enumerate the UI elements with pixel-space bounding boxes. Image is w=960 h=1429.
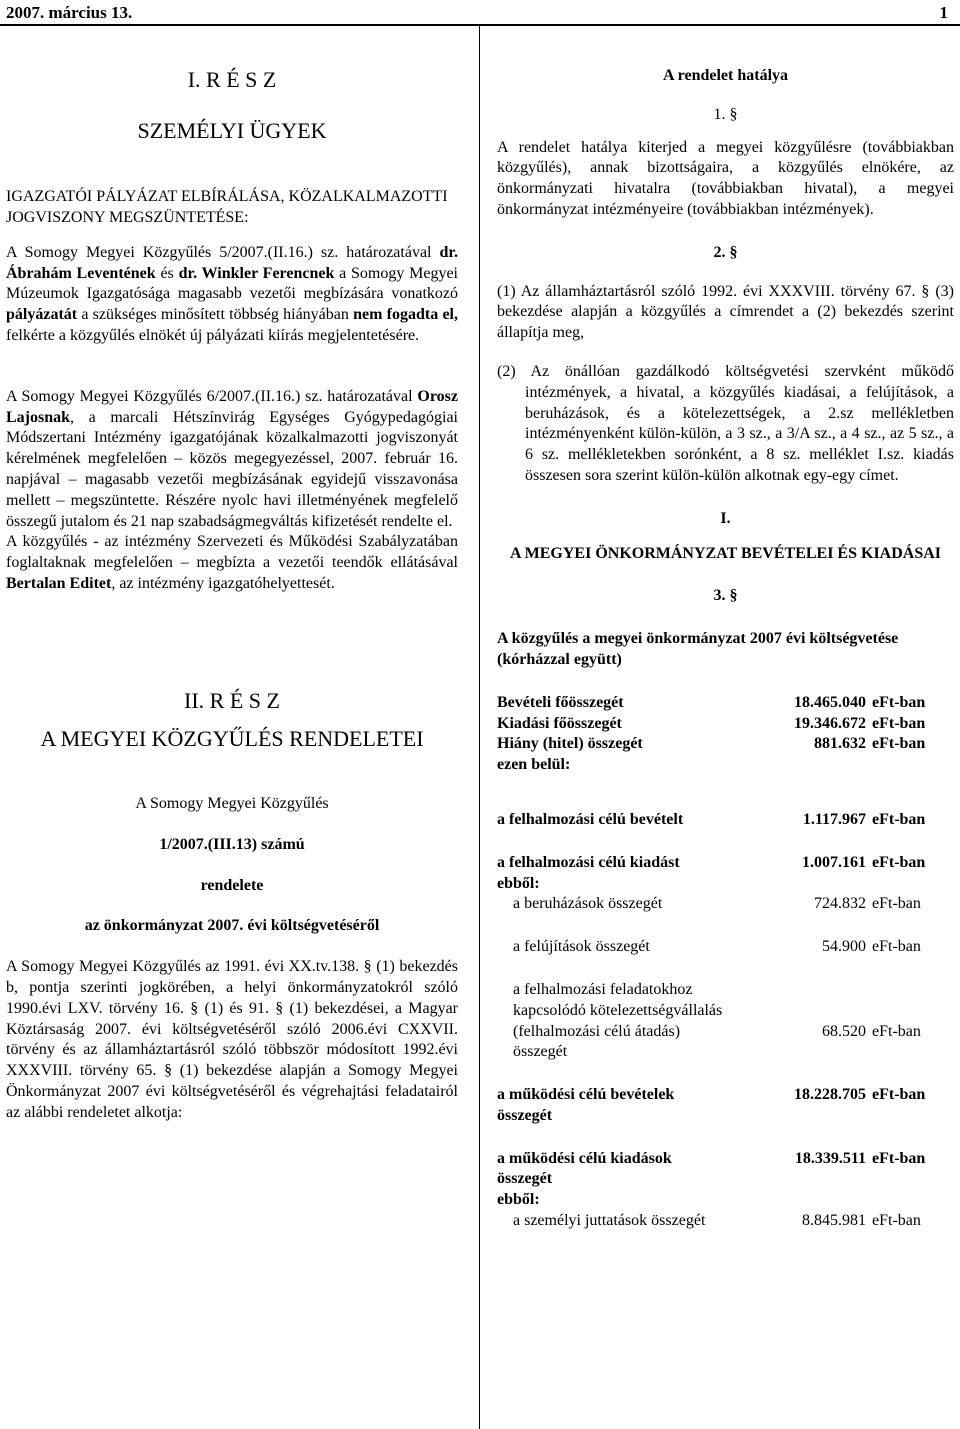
- part2-title: II. R É S Z: [184, 687, 280, 713]
- section-2-para-1: (1) Az államháztartásról szóló 1992. évi XXXVIII. törvény 67. § (3) bekezdése alapján a közgyűlés a címrendet a (2) bekezdés szerint állapítja meg,: [497, 282, 954, 342]
- budget-items-table: [497, 810, 954, 1232]
- section-1-mark: 1. §: [713, 105, 738, 123]
- section-3-mark: 3. §: [713, 587, 738, 605]
- paragraph-appointment-rejected: A Somogy Megyei Közgyűlés 5/2007.(II.16.) sz. határozatával dr. Ábrahám Leventének és dr. Winkler Ferencnek a Somogy Megyei Múzeumok Igazgatósága magasabb vezetői megbízására vonatkozó pályázatát a szükséges minősített többség hiányában nem fogadta el, felkérte a közgyűlés elnökét új pályázati kiírás megjelentetésére.: [6, 243, 459, 344]
- table-row: Bevételi főösszegét 18.465.040 eFt-ban: [497, 693, 926, 711]
- table-row: Hiány (hitel) összegét 881.632 eFt-ban: [497, 735, 926, 753]
- table-row: a felhalmozási célú bevételt 1.117.967 eFt-ban: [497, 810, 926, 828]
- table-row: a beruházások összegét 724.832 eFt-ban: [513, 895, 921, 913]
- section-3-intro: A közgyűlés a megyei önkormányzat 2007 évi költségvetése (kórházzal együtt): [497, 630, 899, 668]
- right-column: [497, 26, 954, 1232]
- header-date: 2007. március 13.: [6, 3, 133, 22]
- table-row: Kiadási főösszegét 19.346.672 eFt-ban: [497, 714, 926, 732]
- section-2-mark: 2. §: [713, 243, 738, 261]
- part2-subtitle: A MEGYEI KÖZGYŰLÉS RENDELETEI: [40, 726, 424, 752]
- name-orosz: Orosz Lajosnak: [6, 387, 458, 426]
- name-winkler: dr. Winkler Ferencnek: [178, 264, 335, 282]
- section-1-text: A rendelet hatálya kiterjed a megyei közgyűlésre (továbbiakban közgyűlés), annak bizottságaira, a közgyűlés elnökére, az önkormányzati hivatalra (továbbiakban hivatal), a megyei önkormányzat intézményeire (továbbiakban intézmények).: [497, 138, 954, 218]
- scope-heading: A rendelet hatálya: [662, 67, 789, 84]
- section-2-para-2: (2) Az önállóan gazdálkodó költségvetési szervként működő intézmények, a hivatal, a közgyűlés kiadásai, a felújítások, a beruházások, és a kötelezettségek, a 2.sz mellékletben intézményenként külön-külön, a 3 sz., a 3/A sz., a 4 sz., az 5 sz., a 6 sz. mellékletekben sorónként, a 8 sz. melléklet I.sz. kiadás összesen sora szerint külön-külön alkotnak egy-egy címet.: [497, 362, 954, 484]
- part1-title: I. R É S Z: [187, 67, 277, 92]
- chapter-heading: A MEGYEI ÖNKORMÁNYZAT BEVÉTELEI ÉS KIADÁSAI: [509, 544, 942, 562]
- decree-subject: az önkormányzat 2007. évi költségvetéséről: [84, 917, 380, 935]
- table-row: a működési célú bevételek összegét 18.228.705 eFt-ban: [497, 1086, 926, 1124]
- table-row: a személyi juttatások összegét 8.845.981 eFt-ban: [513, 1212, 921, 1230]
- preamble: A Somogy Megyei Közgyűlés az 1991. évi XX.tv.138. § (1) bekezdés b, pontja szerinti jogkörében, a helyi önkormányzatokról szóló 1990.évi LXV. törvény 16. § (1) és 91. § (1) bekezdései, a Magyar Köztársaság 2007. évi költségvetéséről szóló 2006.évi CXXVII. törvény és az államháztartásról szóló többször módosított 1992.évi XXXVIII. törvény 65. § (1) bekezdése alapján a Somogy Megyei Önkormányzat 2007 évi költségvetéséről és végrehajtási feladatairól az alábbi rendeletet alkotja:: [6, 958, 458, 1121]
- chapter-roman-numeral: I.: [720, 509, 731, 527]
- left-column: [6, 26, 458, 1123]
- table-row: a felújítások összegét 54.900 eFt-ban: [513, 938, 921, 956]
- section-heading: IGAZGATÓI PÁLYÁZAT ELBÍRÁLÁSA, KÖZALKALMAZOTTI JOGVISZONY MEGSZÜNTETÉSE:: [6, 188, 448, 226]
- column-divider: [479, 26, 480, 1429]
- table-row: ezen belül:: [497, 756, 571, 774]
- table-row: a működési célú kiadások összegét 18.339.511 eFt-ban: [497, 1149, 926, 1188]
- name-abraham: dr. Ábrahám Leventének: [6, 243, 458, 282]
- table-row: a felhalmozási feladatokhoz kapcsolódó kötelezettségvállalás (felhalmozási célú átadás) összegét 68.520 eFt-ban: [513, 980, 921, 1061]
- name-bertalan: Bertalan Editet: [6, 574, 112, 592]
- table-row: ebből:: [497, 874, 540, 892]
- paragraph-termination: A Somogy Megyei Közgyűlés 6/2007.(II.16.) sz. határozatával Orosz Lajosnak, a marcali Hétszínvirág Egységes Gyógypedagógiai Módszertani Intézmény igazgatójának közalkalmazotti jogviszonyát kérelmének megfelelően – közös megegyezéssel, 2007. február 16. napjával – magasabb vezetői megbízásának egyidejű visszavonása mellett – megszüntette. Részére nyolc havi illetményének megfelelő összegű jutalom és 21 nap szabadságmegváltás kifizetését rendelte el.: [6, 387, 458, 530]
- page-number: 1: [939, 3, 948, 22]
- page-header: [0, 0, 960, 26]
- part1-subtitle: SZEMÉLYI ÜGYEK: [137, 117, 327, 143]
- table-row: a felhalmozási célú kiadást 1.007.161 eFt-ban: [497, 853, 926, 871]
- decree-word: rendelete: [200, 876, 264, 894]
- budget-totals-table: [497, 693, 954, 776]
- paragraph-deputy-assignment: A közgyűlés - az intézmény Szervezeti és Működési Szabályzatában foglaltaknak megfelelően – megbízta a vezetői teendők ellátásával Bertalan Editet, az intézmény igazgatóhelyettesét.: [6, 533, 458, 592]
- decree-number: 1/2007.(III.13) számú: [159, 835, 305, 853]
- decree-issuer: A Somogy Megyei Közgyűlés: [135, 794, 329, 812]
- table-row: ebből:: [497, 1191, 540, 1209]
